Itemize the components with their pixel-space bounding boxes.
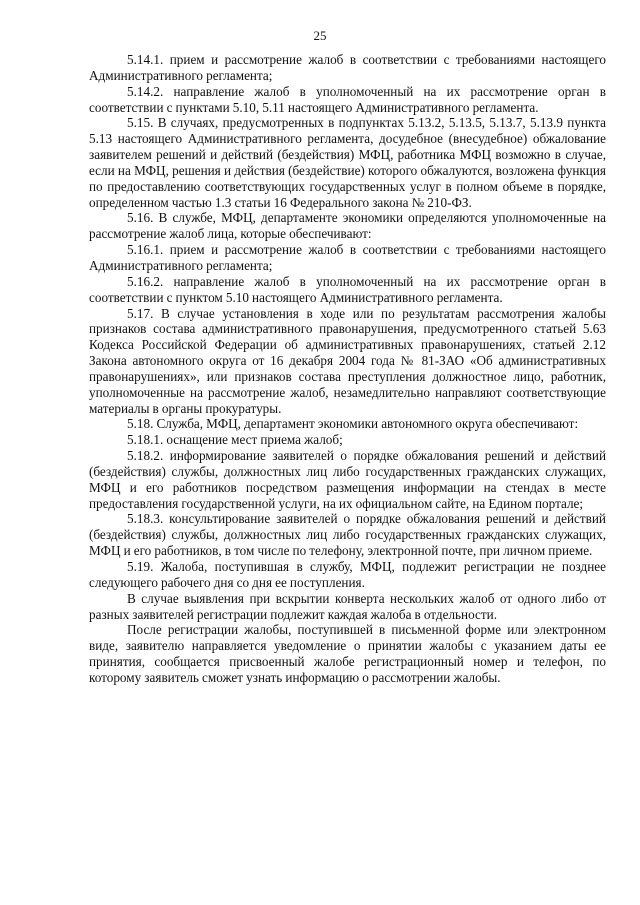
page-number: 25 [313, 28, 327, 43]
paragraph-multiple-complaints: В случае выявления при вскрытии конверта нескольких жалоб от одного либо от разных заявителей регистрации подлежит каждая жалоба в отдельности. [89, 590, 606, 622]
paragraph-5-16-2: 5.16.2. направление жалоб в уполномоченный на их рассмотрение орган в соответствии с пунктом 5.10 настоящего Административного регламента. [89, 273, 606, 305]
paragraph-5-18-2: 5.18.2. информирование заявителей о порядке обжалования решений и действий (бездействия) службы, должностных лиц либо государственных гражданских служащих, МФЦ и его работников посредством размещения информации на стендах в месте предоставления государственной услуги, на их официальном сайте, на Едином портале; [89, 448, 606, 511]
paragraph-5-15: 5.15. В случаях, предусмотренных в подпунктах 5.13.2, 5.13.5, 5.13.7, 5.13.9 пункта 5.13 настоящего Административного регламента, досудебное (внесудебное) обжалование заявителем решений и действий (бездействия) МФЦ, работника МФЦ возможно в случае, если на МФЦ, решения и действия (бездействие) которого обжалуются, возложена функция по предоставлению соответствующих государственных услуг в полном объеме в порядке, определенном частью 1.3 статьи 16 Федерального закона № 210-ФЗ. [89, 115, 606, 210]
paragraph-5-19: 5.19. Жалоба, поступившая в службу, МФЦ, подлежит регистрации не позднее следующего рабочего дня со дня ее поступления. [89, 559, 606, 590]
paragraph-5-18-3: 5.18.3. консультирование заявителей о порядке обжалования решений и действий (бездействия) службы, должностных лиц либо государственных гражданских служащих, МФЦ и его работников, в том числе по телефону, электронной почте, при личном приеме. [89, 511, 606, 559]
paragraph-5-18: 5.18. Служба, МФЦ, департамент экономики автономного округа обеспечивают: [127, 416, 579, 432]
paragraph-5-14-2: 5.14.2. направление жалоб в уполномоченный на их рассмотрение орган в соответствии с пунктами 5.10, 5.11 настоящего Административного регламента. [89, 83, 606, 115]
paragraph-5-18-1: 5.18.1. оснащение мест приема жалоб; [127, 432, 343, 448]
paragraph-5-17: 5.17. В случае установления в ходе или по результатам рассмотрения жалобы признаков состава административного правонарушения, предусмотренного статьей 5.63 Кодекса Российской Федерации об административных правонарушениях, статьей 2.12 Закона автономного округа от 16 декабря 2004 года № 81-ЗАО «Об административных правонарушениях», или признаков состава преступления должностное лицо, работник, уполномоченные на рассмотрение жалоб, незамедлительно направляют соответствующие материалы в органы прокуратуры. [89, 305, 606, 416]
paragraph-5-14-1: 5.14.1. прием и рассмотрение жалоб в соответствии с требованиями настоящего Административного регламента; [89, 52, 606, 83]
paragraph-registration-notice: После регистрации жалобы, поступившей в письменной форме или электронном виде, заявителю направляется уведомление о принятии жалобы с указанием даты ее принятия, сообщается присвоенный жалобе регистрационный номер и телефон, по которому заявитель сможет узнать информацию о рассмотрении жалобы. [89, 622, 606, 685]
paragraph-5-16: 5.16. В службе, МФЦ, департаменте экономики определяются уполномоченные на рассмотрение жалоб лица, которые обеспечивают: [89, 210, 606, 242]
paragraph-5-16-1: 5.16.1. прием и рассмотрение жалоб в соответствии с требованиями настоящего Административного регламента; [89, 242, 606, 273]
document-body [89, 52, 606, 686]
